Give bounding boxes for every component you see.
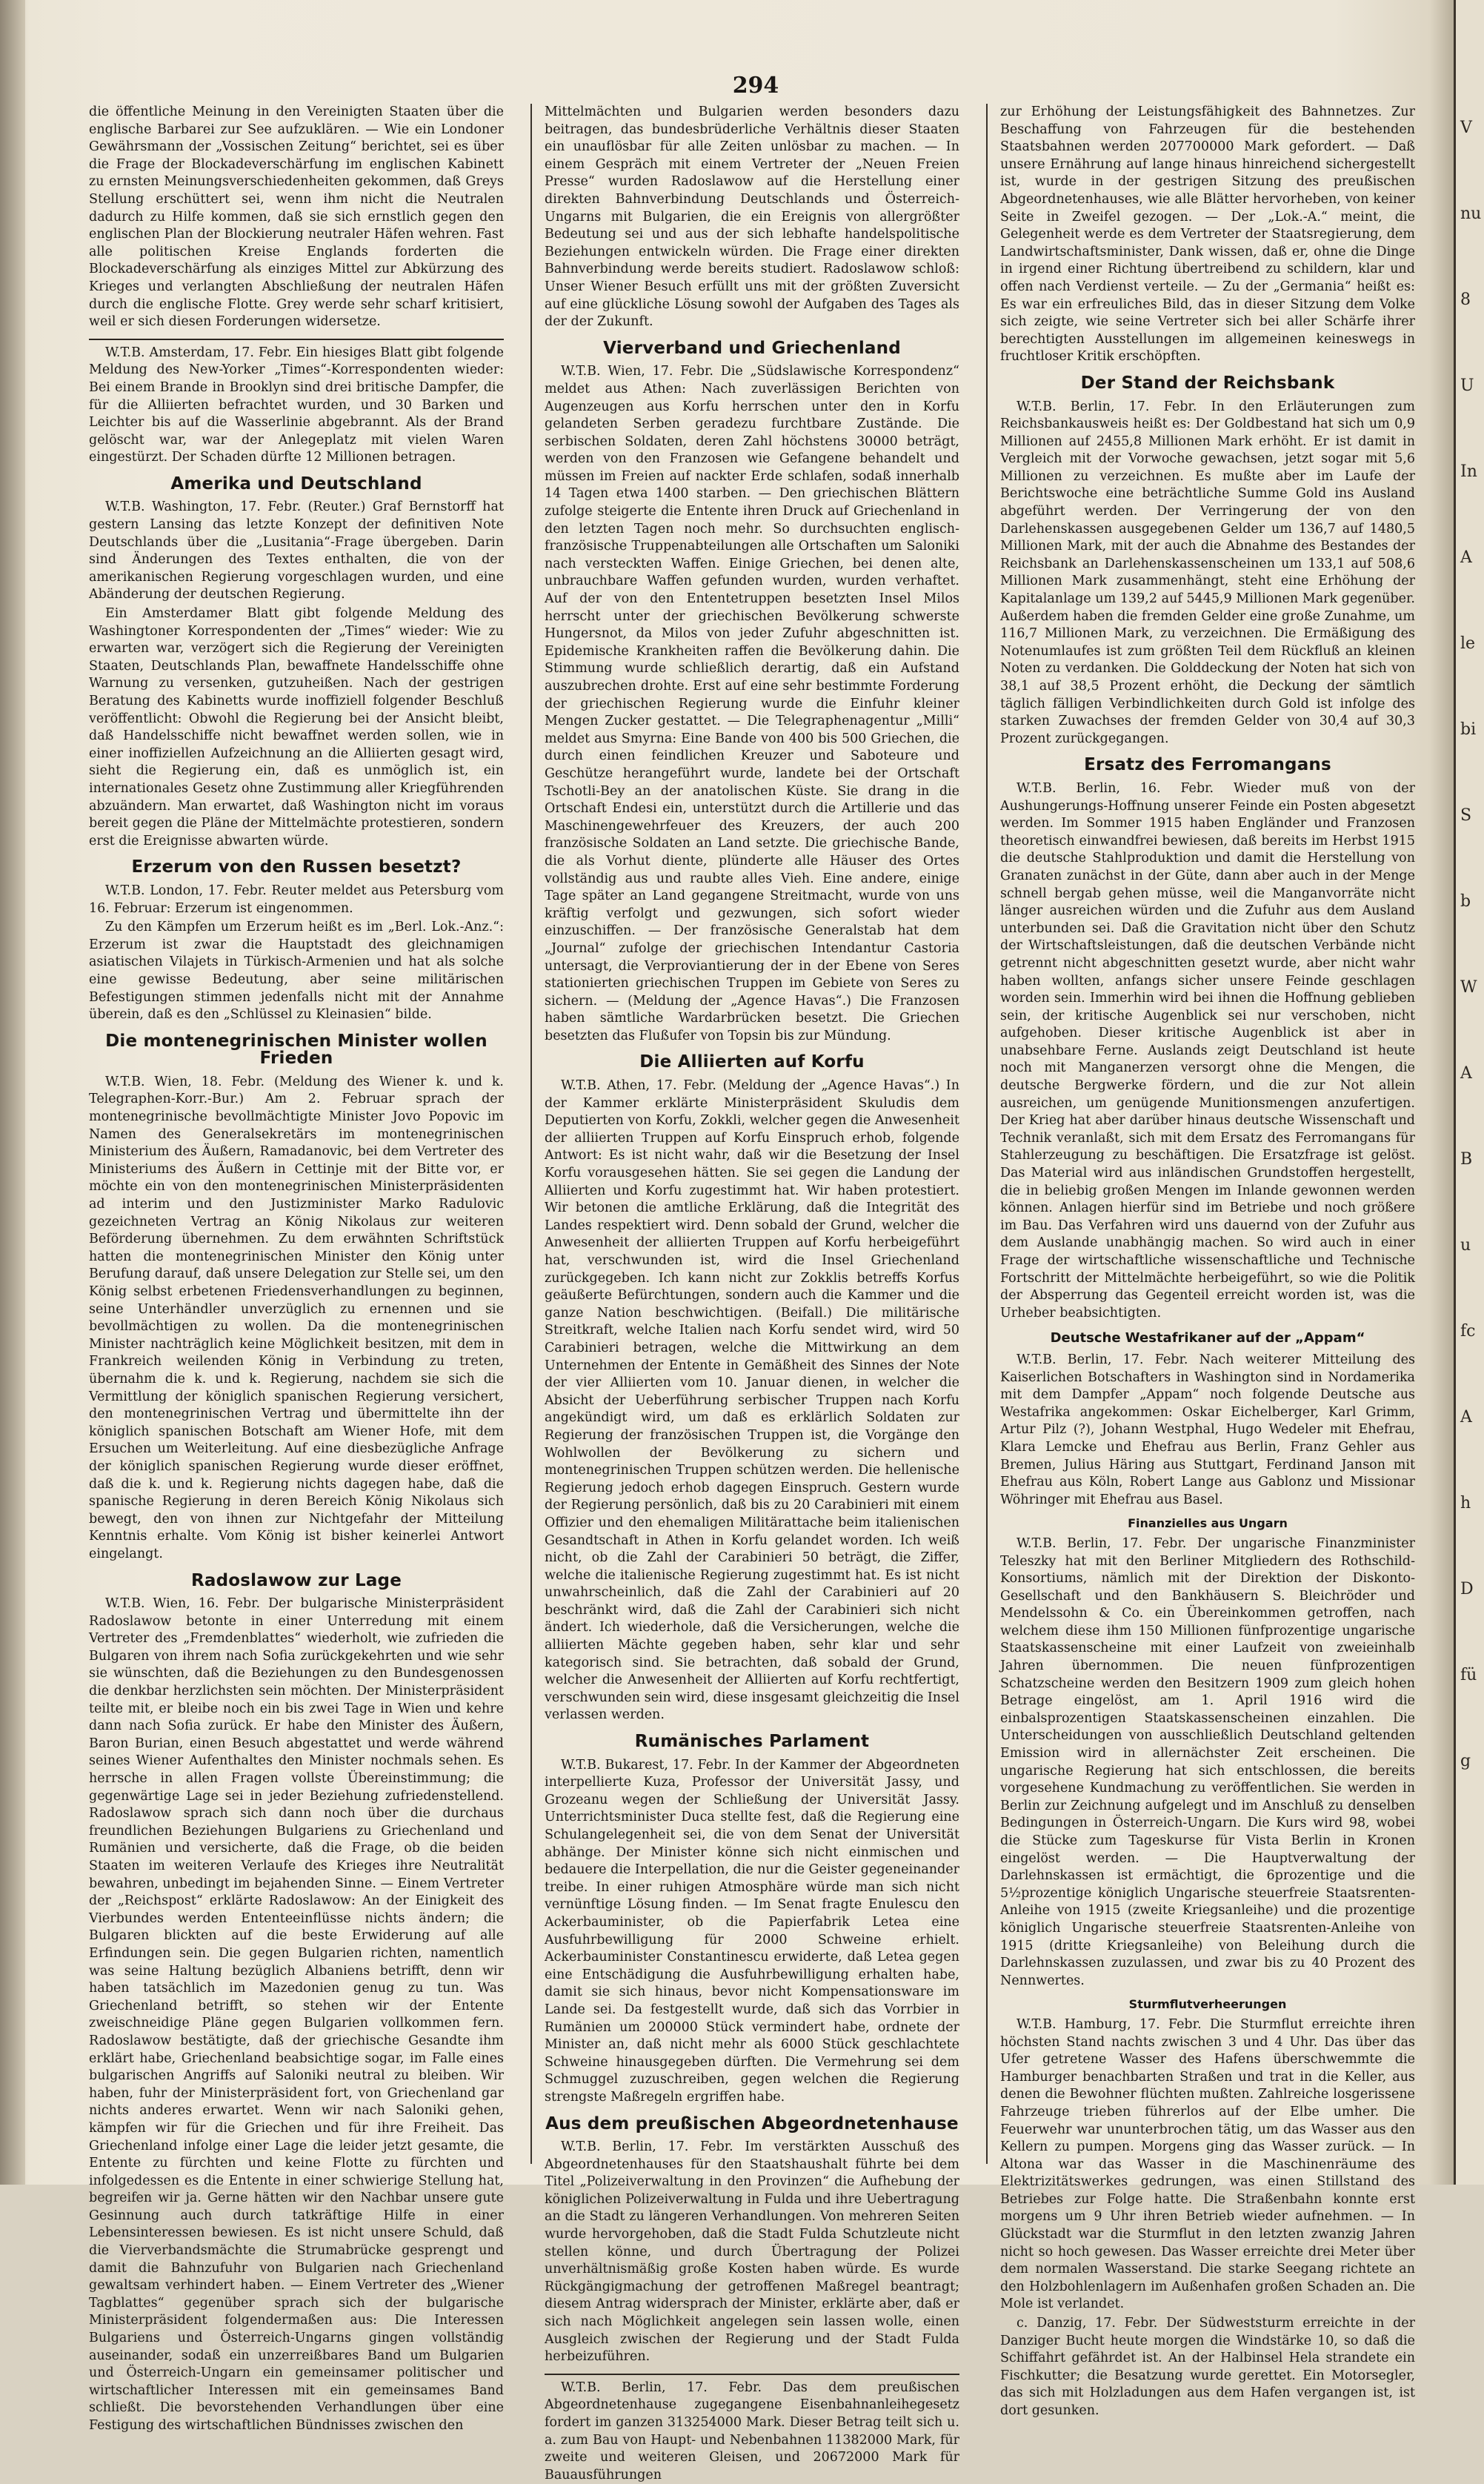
column-rule	[530, 104, 532, 2164]
page-number: 294	[732, 73, 779, 99]
article-headline: Die Alliierten auf Korfu	[639, 1052, 865, 1072]
adjacent-page-fragment: 8	[1460, 290, 1471, 309]
article-paragraph: zur Erhöhung der Leistungsfähigkeit des Bahnnetzes. Zur Beschaffung von Fahrzeugen für die bestehenden Staatsbahnen werden 207700000 Mark gefordert. — Daß unsere Ernährung auf lange hinaus hinreichend sichergestellt ist, wurde in der gestrigen Sitzung des preußischen Abgeordnetenhauses, wie alle Blätter hervorheben, von keiner Seite in Zweifel gezogen. — Der „Lok.-A.“ meint, die Gelegenheit werde es dem Vertreter der Staatsregierung, dem Landwirtschaftsminister, Dank wissen, daß er, ohne die Dinge in irgend einer Richtung übertreibend zu schildern, klar und offen nach Verdienst verteile. — Zu der „Germania“ heißt es: Es war ein erfreuliches Bild, das in dieser Sitzung dem Volke sich zeigte, wie seine Vertreter sich bei aller Schärfe ihrer berechtigten Ausstellungen im allgemeinen keineswegs in fruchtloser Kritik erschöpften.	[1000, 104, 1415, 365]
article-paragraph: W.T.B. Wien, 18. Febr. (Meldung des Wiener k. und k. Telegraphen-Korr.-Bur.) Am 2. Februar sprach der montenegrinische bevollmächtigte Minister Jovo Popovic im Namen des Generalsekretärs im montenegrinischen Ministerium des Äußern, Ramadanovic, bei dem Vertreter des Ministeriums des Äußern in Cettinje mit der Bitte vor, er möchte ein von den montenegrinischen Ministerpräsidenten ad interim und den Justizminister Marko Radulovic gezeichneten Vertrag an König Nikolaus zur weiteren Beförderung übernehmen. Zu dem erwähnten Schriftstück hatten die montenegrinischen Minister den König unter Berufung darauf, daß unsere Delegation zur Stelle sei, um den König selbst erbetenen Friedensverhandlungen zu beginnen, seine Unterhändler unverzüglich zu ernennen und sie bevollmächtigen zu wollen. Da die montenegrinischen Minister nachträglich keine Möglichkeit besitzen, mit dem in Frankreich weilenden König in Verbindung zu treten, übernahm die k. und k. Regierung, nachdem sie sich die Vermittlung der königlich spanischen Regierung versichert, den montenegrinischen Vertrag und übermittelte ihn der königlich spanischen Botschaft am Wiener Hofe, mit dem Ersuchen um Weiterleitung. Auf eine diesbezügliche Anfrage der königlich spanischen Regierung wurde dieser eröffnet, daß die k. und k. Regierung nichts dagegen habe, daß die spanische Regierung in deren Bereich König Nikolaus sich bewegt, den von ihnen zur Nichtgefahr der Mitteilung Kenntnis erhalte. Vom König ist bisher keinerlei Antwort eingelangt.	[89, 1074, 504, 1561]
article-headline: Deutsche Westafrikaner auf der „Appam“	[1050, 1330, 1365, 1346]
adjacent-page-fragment: bi	[1460, 720, 1477, 739]
page-binding-shadow	[0, 0, 25, 2185]
article-paragraph: W.T.B. Berlin, 17. Febr. In den Erläuterungen zum Reichsbankausweis heißt es: Der Goldbestand hat sich um 0,9 Millionen auf 2455,8 Millionen Mark erhöht. Er ist damit in Vergleich mit der Vorwoche gewachsen, jetzt sogar mit 5,6 Millionen zu verzeichnen. Es mußte aber im Laufe der Berichtswoche eine beträchtliche Summe Gold ins Ausland abgeführt werden. Der Verringerung der von den Darlehenskassen ausgegebenen Gelder um 136,7 auf 1480,5 Millionen Mark, mit der auch die Abnahme des Bestandes der Reichsbank an Darlehenskassenscheinen um 133,1 auf 508,6 Millionen Mark zusammenhängt, steht eine Erhöhung der Kapitalanlage um 139,2 auf 5445,9 Millionen Mark gegenüber. Außerdem haben die fremden Gelder eine große Zunahme, um 116,7 Millionen Mark, zu verzeichnen. Die Ermäßigung des Notenumlaufes ist zum größten Teil dem Rückfluß an kleinen Noten zu verdanken. Die Golddeckung der Noten hat sich von 38,1 auf 38,5 Prozent erhöht, die Deckung der sämtlich täglich fälligen Verbindlichkeiten durch Gold ist infolge des starken Zuwachses der fremden Gelder von 30,4 auf 30,3 Prozent zurückgegangen.	[1000, 399, 1415, 746]
article-paragraph: W.T.B. Washington, 17. Febr. (Reuter.) Graf Bernstorff hat gestern Lansing das letzte Konzept der definitiven Note Deutschlands über die „Lusitania“-Frage übergeben. Darin sind Änderungen des Textes enthalten, die von der amerikanischen Regierung vorgeschlagen wurden, und eine Abänderung der deutschen Regierung.	[89, 499, 504, 602]
adjacent-page-fragment: V	[1460, 119, 1472, 137]
column-1	[89, 104, 504, 2433]
article-headline: Vierverband und Griechenland	[603, 338, 901, 358]
article-paragraph: W.T.B. Amsterdam, 17. Febr. Ein hiesiges Blatt gibt folgende Meldung des New-Yorker „Times“-Korrespondenten wieder: Bei einem Brande in Brooklyn sind drei britische Dampfer, die für die Alliierten befrachtet wurden, und 30 Barken und Leichter bis auf die Wasserlinie abgebrannt. Als der Brand gelöscht war, war der Anlegeplatz mit vielen Waren eingestürzt. Der Schaden dürfte 12 Millionen betragen.	[89, 345, 504, 465]
adjacent-page-fragment: b	[1460, 892, 1471, 911]
column-2	[545, 104, 959, 2483]
article-paragraph: die öffentliche Meinung in den Vereinigten Staaten über die englische Barbarei zur See aufzuklären. — Wie ein Londoner Gewährsmann der „Vossischen Zeitung“ berichtet, sei es über die Frage der Blockadeverschärfung im englischen Kabinett zu ernsten Meinungsverschiedenheiten gekommen, daß Greys Stellung erschüttert sei, wenn ihm nicht die Neutralen dadurch zu Hilfe kommen, daß sie sich ernstlich gegen den englischen Plan der Blockierung neutraler Häfen wehren. Fast alle politischen Kreise Englands forderten die Blockadeverschärfung als einziges Mittel zur Abkürzung des Krieges und verlangten Abschließung der neutralen Häfen durch die englische Flotte. Grey werde sehr scharf kritisiert, weil er sich diesen Forderungen widersetze.	[89, 104, 504, 330]
article-headline: Der Stand der Reichsbank	[1080, 373, 1335, 393]
column-3	[1000, 104, 1415, 2418]
article-paragraph: W.T.B. Berlin, 16. Febr. Wieder muß von der Aushungerungs-Hoffnung unserer Feinde ein Posten abgesetzt werden. Im Sommer 1915 haben Engländer und Franzosen theoretisch einwandfrei bewiesen, daß bereits im Herbst 1915 die deutsche Stahlproduktion und damit die Herstellung von Granaten zunächst in der Güte, dann aber auch in der Menge schnell bergab gehen müsse, weil die Manganvorräte nicht länger ausreichen würden und die Zufuhr aus dem Ausland unterbunden sei. Daß die Gravitation nicht über den Schutz der Wirtschaftsleistungen, daß die deutschen Verbände nicht getrennt nicht abgeschnitten gesetzt wurde, aber nicht wahr haben wollten, anfangs sicher unsere Feinde geschlagen worden sein. Immerhin wird bei ihnen die Hoffnung geblieben sein, der kritische Augenblick sei nur verschoben, nicht aufgehoben. Dieser kritische Augenblick ist aber in unabsehbare Ferne. Auslands zeigt Deutschland ist heute noch mit Manganerzen versorgt ohne die Mengen, die deutsche Bergwerke fördern, und die zur Not allein ausreichen, um genügende Munitionsmengen anzufertigen. Der Krieg hat aber darüber hinaus deutsche Wissenschaft und Technik veranlaßt, sich mit dem Ersatz des Ferromangans für Stahlerzeugung zu beschäftigen. Die Ersatzfrage ist gelöst. Das Material wird aus inländischen Grundstoffen hergestellt, die in beliebig großen Mengen im Inlande gewonnen werden können. Anlagen hierfür sind im Betriebe und noch größere im Bau. Das Verfahren wird uns dauernd von der Zufuhr aus dem Auslande unabhängig machen. So wird auch in einer Frage der wirtschaftliche wissenschaftliche und Technische Fortschritt der Mittelmächte herbeigeführt, so wie die Politik der Absperrung das Gegenteil erreicht worden ist, was die Urheber beabsichtigten.	[1000, 780, 1415, 1321]
article-headline: Erzerum von den Russen besetzt?	[131, 857, 462, 877]
adjacent-page-fragment: B	[1460, 1150, 1473, 1169]
article-headline: Sturmflutverheerungen	[1128, 1997, 1287, 2012]
adjacent-page-fragment: h	[1460, 1494, 1471, 1512]
article-paragraph: Zu den Kämpfen um Erzerum heißt es im „Berl. Lok.-Anz.“: Erzerum ist zwar die Hauptstadt des gleichnamigen asiatischen Vilajets in Türkisch-Armenien und hat als solche eine gewisse Bedeutung, aber seine militärischen Befestigungen stimmen jedenfalls nicht mit der Annahme überein, daß es den „Schlüssel zu Kleinasien“ bilde.	[89, 920, 504, 1023]
article-paragraph: W.T.B. Bukarest, 17. Febr. In der Kammer der Abgeordneten interpellierte Kuza, Professor der Universität Jassy, und Grozeanu wegen der Schließung der Universität Jassy. Unterrichtsminister Duca stellte fest, daß die Regierung eine Schulangelegenheit sei, die von dem Senat der Universität abhänge. Der Minister könne sich nicht einmischen und bedauere die Interpellation, die nur die Geister gegeneinander treibe. In einer ruhigen Atmosphäre würde man sich nicht vernünftige Lösung finden. — Im Senat fragte Enulescu den Ackerbauminister, ob die Papierfabrik Letea eine Ausfuhrbewilligung für 2000 Schweine erhielt. Ackerbauminister Constantinescu erwiderte, daß Letea gegen eine Entschädigung die Ausfuhrbewilligung erhalten habe, damit sie sich hinaus, bevor nicht Kompensationsware im Lande sei. Da festgestellt wurde, daß sich das Vorrbier in Rumänien um 200000 Stück vermindert habe, ordnete der Minister an, daß nicht mehr als 6000 Stück geschlachtete Schweine hinausgegeben dürften. Die Vermehrung sei dem Schmuggel zuzuschreiben, gegen welchen die Regierung strengste Maßregeln ergriffen habe.	[545, 1757, 959, 2105]
article-paragraph: c. Danzig, 17. Febr. Der Südweststurm erreichte in der Danziger Bucht heute morgen die Windstärke 10, so daß die Schiffahrt gefährdet ist. An der Halbinsel Hela strandete ein Fischkutter; die Besatzung wurde gerettet. Ein Motorsegler, das sich mit Holzladungen aus dem Hafen vergangen ist, ist dort gesunken.	[1000, 2316, 1415, 2418]
article-paragraph: W.T.B. Wien, 17. Febr. Die „Südslawische Korrespondenz“ meldet aus Athen: Nach zuverlässigen Berichten von Augenzeugen aus Korfu herrschen unter den in Korfu gelandeten Serben geradezu furchtbare Zustände. Die serbischen Soldaten, deren Zahl höchstens 30000 beträgt, werden von den Franzosen wie Gefangene behandelt und müssen im Freien auf nackter Erde schlafen, sodaß innerhalb 14 Tagen etwa 1400 starben. — Den griechischen Blättern zufolge steigerte die Entente ihren Druck auf Griechenland in den letzten Tagen noch mehr. So durchsuchten englisch-französische Truppenabteilungen alle Ortschaften um Saloniki nach versteckten Waffen. Einige Griechen, bei denen alte, unbrauchbare Waffen gefunden wurden, wurden verhaftet. Auf der von den Ententetruppen besetzten Insel Milos herrscht unter der griechischen Bevölkerung schwerste Hungersnot, da Milos von jeder Zufuhr abgeschnitten ist. Epidemische Krankheiten raffen die Bevölkerung dahin. Die Stimmung wurde schließlich derartig, daß ein Aufstand auszubrechen drohte. Erst auf eine sehr bestimmte Forderung der griechischen Regierung wurde die Einfuhr kleiner Mengen Zucker gestattet. — Die Telegraphenagentur „Milli“ meldet aus Smyrna: Eine Bande von 400 bis 500 Griechen, die durch einen feindlichen Kreuzer und Saboteure und Geschütze herangeführt wurde, landete bei der Ortschaft Tschotli-Bey an der anatolischen Küste. Sie drang in die Ortschaft Endesi ein, unterstützt durch die Artillerie und das Maschinengewehrfeuer des Kreuzers, der auch 200 französische Soldaten an Land setzte. Die griechische Bande, die als Vorhut diente, plünderte alle Häuser des Ortes vollständig aus und raubte alles Vieh. Eine andere, einige Tage später an Land gegangene Streitmacht, wurde von uns kräftig verfolgt und gezwungen, sich sofort wieder einzuschiffen. — Der französische Generalstab hat dem „Journal“ zufolge der griechischen Intendantur Castoria untersagt, die Verproviantierung der in der Ebene von Seres stationierten griechischen Truppen im Gebiete von Seres zu sichern. — (Meldung der „Agence Havas“.) Die Franzosen haben sämtliche Wardarbrücken besetzt. Die Griechen besetzten das Flußufer von Topsin bis zur Mündung.	[545, 364, 959, 1043]
adjacent-page-fragment: le	[1460, 634, 1476, 653]
article-paragraph: Mittelmächten und Bulgarien werden besonders dazu beitragen, das bundesbrüderliche Verhältnis dieser Staaten ein unauflösbar für alle Zeiten unlösbar zu machen. — In einem Gespräch mit einem Vertreter der „Neuen Freien Presse“ wurden Radoslawow auf die Herstellung einer direkten Bahnverbindung Deutschlands und Österreich-Ungarns mit Bulgarien, die ein Ereignis von allergrößter Bedeutung sei und aus der sich lebhafte handelspolitische Beziehungen entwickeln würden. Die Frage einer direkten Bahnverbindung werde bereits studiert. Radoslawow schloß: Unser Wiener Besuch erfüllt uns mit der größten Zuversicht auf eine glückliche Lösung sowohl der Aufgaben des Tages als der der Zukunft.	[545, 104, 959, 330]
adjacent-page-fragment: A	[1460, 1064, 1472, 1083]
adjacent-page-fragment: fü	[1460, 1666, 1477, 1684]
adjacent-page-fragment: S	[1460, 806, 1472, 825]
article-paragraph: W.T.B. Berlin, 17. Febr. Im verstärkten Ausschuß des Abgeordnetenhauses für den Staatshaushalt führte bei dem Titel „Polizeiverwaltung in den Provinzen“ die Aufhebung der königlichen Polizeiverwaltung in Fulda und ihre Uebertragung an die Stadt zu längeren Verhandlungen. Von mehreren Seiten wurde hervorgehoben, daß die Stadt Fulda Schutzleute nicht stellen könne, und durch Übertragung der Polizei unverhältnismäßig große Kosten haben würde. Es wurde Rückgängigmachung der getroffenen Maßregel beantragt; diesem Antrag widersprach der Minister, erklärte aber, daß er sich nach Möglichkeit angelegen sein lassen wolle, einen Ausgleich zwischen der Regierung und der Stadt Fulda herbeizuführen.	[545, 2139, 959, 2365]
article-headline: Ersatz des Ferromangans	[1084, 755, 1331, 775]
article-headline: Rumänisches Parlament	[634, 1732, 870, 1752]
article-headline: Amerika und Deutschland	[170, 474, 422, 494]
article-paragraph: W.T.B. Berlin, 17. Febr. Der ungarische Finanzminister Teleszky hat mit den Berliner Mitgliedern des Rothschild-Konsortiums, nämlich mit der Direktion der Diskonto-Gesellschaft und den Bankhäusern S. Bleichröder und Mendelssohn & Co. ein Übereinkommen getroffen, nach welchem diese ihm 150 Millionen fünfprozentige ungarische Staatskassenscheine mit einer Laufzeit von zweieinhalb Jahren übernommen. Die neuen fünfprozentigen Schatzscheine werden den Besitzern 1909 zum gleich hohen Betrage eingelöst, am 1. April 1916 wird die einbalsprozentigen Staatskassenscheinen einzahlen. Die Unterscheidungen von ausschließlich Deutschland geltenden Emission wird in allernächster Zeit erscheinen. Die ungarische Regierung hat sich entschlossen, die bereits vorgesehene Kundmachung zu veröffentlichen. Sie werden in Berlin zur Zeichnung aufgelegt und im Anschluß zu denselben Bedingungen in Österreich-Ungarn. Die Kurs wird 98, wobei die Stücke zum Tageskurse für Vista Berlin in Kronen eingelöst werden. — Die Hauptverwaltung der Darlehnskassen ist ermächtigt, die 6prozentige und die 5½prozentige königlich Ungarische steuerfreie Staatsrenten-Anleihe von 1915 (zweite Kriegsanleihe) und die prozentige königlich Ungarische steuerfreie Staatsrenten-Anleihe von 1915 (dritte Kriegsanleihe) von Beleihung durch die Darlehnskassen zuzulassen, und zwar bis zu 40 Prozent des Nennwertes.	[1000, 1535, 1415, 1988]
article-headline: Finanzielles aus Ungarn	[1128, 1516, 1288, 1531]
article-headline: Radoslawow zur Lage	[190, 1570, 402, 1590]
article-paragraph: W.T.B. Hamburg, 17. Febr. Die Sturmflut erreichte ihren höchsten Stand nachts zwischen 3 und 4 Uhr. Das über das Ufer getretene Wasser des Hafens überschwemmte die Hamburger benachbarten Straßen und trat in die Keller, aus denen die Bewohner flüchten mußten. Zahlreiche losgerissene Fahrzeuge trieben führerlos auf der Elbe umher. Die Feuerwehr war ununterbrochen tätig, um das Wasser aus den Kellern zu pumpen. Morgens ging das Wasser zurück. — In Altona war das Wasser in die Maschinenräume des Elektrizitätswerkes gedrungen, was einen Stillstand des Betriebes zur Folge hatte. Die Straßenbahn konnte erst morgens um 9 Uhr ihren Betrieb wieder aufnehmen. — In Glückstadt war die Sturmflut in den letzten zwanzig Jahren nicht so hoch gewesen. Das Wasser erreichte drei Meter über dem normalen Wasserstand. Die starke Seegang richtete an den Holzbohlenlagern im Außenhafen großen Schaden an. Die Mole ist verlandet.	[1000, 2016, 1415, 2312]
article-headline: Die montenegrinischen Minister wollen Frieden	[105, 1031, 488, 1069]
adjacent-page-edge	[1454, 0, 1484, 2185]
article-separator	[89, 339, 504, 340]
adjacent-page-fragment: In	[1460, 462, 1477, 481]
article-paragraph: W.T.B. Berlin, 17. Febr. Das dem preußischen Abgeordnetenhause zugegangene Eisenbahnanleihegesetz fordert im ganzen 313254000 Mark. Dieser Betrag teilt sich u. a. zum Bau von Haupt- und Nebenbahnen 11382000 Mark, für zweite und weiteren Gleisen, und 20672000 Mark für Bauausführungen	[545, 2380, 959, 2483]
article-headline: Aus dem preußischen Abgeordnetenhause	[545, 2113, 959, 2133]
adjacent-page-fragment: u	[1460, 1236, 1471, 1255]
article-separator	[545, 2374, 959, 2375]
adjacent-page-fragment: fc	[1460, 1322, 1476, 1341]
article-paragraph: W.T.B. Berlin, 17. Febr. Nach weiterer Mitteilung des Kaiserlichen Botschafters in Washington sind in Nordamerika mit dem Dampfer „Appam“ noch folgende Deutsche aus Westafrika angekommen: Oskar Eichelberger, Karl Grimm, Artur Pilz (?), Johann Westphal, Hugo Wedeler mit Ehefrau, Klara Lemcke und Ehefrau aus Berlin, Franz Gehler aus Bremen, Julius Häring aus Stuttgart, Ferdinand Janson mit Ehefrau aus Köln, Robert Lange aus Gablonz und Missionar Wöhringer mit Ehefrau aus Basel.	[1000, 1352, 1415, 1507]
adjacent-page-fragment: W	[1460, 978, 1477, 997]
adjacent-page-fragment: A	[1460, 548, 1472, 567]
adjacent-page-fragment: U	[1460, 376, 1474, 395]
adjacent-page-fragment: D	[1460, 1580, 1474, 1598]
article-paragraph: W.T.B. Athen, 17. Febr. (Meldung der „Agence Havas“.) In der Kammer erklärte Ministerpräsident Skuludis dem Deputierten von Korfu, Zokkli, welcher gegen die Anwesenheit der alliierten Truppen auf Korfu Einspruch erhob, folgende Antwort: Es ist nicht wahr, daß wir die Besetzung der Insel Korfu vorausgesehen hätten. Sie sei gegen die Landung der Alliierten und Korfu zugestimmt hat. Wir haben protestiert. Wir betonen die amtliche Erklärung, daß die Integrität des Landes respektiert wird. Denn sobald der Grund, welcher die Anwesenheit der alliierten Truppen auf Korfu herbeigeführt hat, verschwunden ist, wird die Insel Griechenland zurückgegeben. Ich kann nicht zur Zokklis betreffs Korfus geäußerte Befürchtungen, sondern auch die Kammer und die ganze Nation beschwichtigen. (Beifall.) Die militärische Streitkraft, welche Italien nach Korfu sendet wird, wird 50 Carabinieri betragen, welche die Mittwirkung an dem Unternehmen der Entente in Gemäßheit des Sinnes der Note der vier Alliierten vom 10. Januar dienen, in welcher die Absicht der Ueberführung serbischer Truppen nach Korfu angekündigt wird, um daß es erklärlich Soldaten zur Regierung der französischen Truppen ist, die Vorgänge den Wohlwollen der Bevölkerung zu sichern und montenegrinischen Truppen schützen werden. Die hellenische Regierung jedoch erhob dagegen Einspruch. Gestern wurde der Regierung persönlich, daß bis zu 20 Carabinieri mit einem Offizier und den ehemaligen Militärattache beim italienischen Gesandtschaft in Athen in Korfu gelandet worden. Ich weiß nicht, ob die Zahl der Carabinieri 50 beträgt, die Ziffer, welche die italienische Regierung zugestimmt hat. Es ist nicht unwahrscheinlich, daß die Zahl der Carabinieri auf 20 beschränkt wird, daß die Zahl der Carabinieri sich nicht ändert. Ich wiederhole, daß die Versicherungen, welche die alliierten Mächte gegeben haben, sehr klar und sehr kategorisch sind. Sie betrachten, daß sobald der Grund, welcher die Anwesenheit der Alliierten auf Korfu rechtfertigt, verschwunden sein wird, diese insgesamt gleichzeitig die Insel verlassen werden.	[545, 1078, 959, 1723]
newspaper-page	[89, 73, 1423, 2483]
article-paragraph: W.T.B. London, 17. Febr. Reuter meldet aus Petersburg vom 16. Februar: Erzerum ist eingenommen.	[89, 883, 504, 916]
article-paragraph: Ein Amsterdamer Blatt gibt folgende Meldung des Washingtoner Korrespondenten der „Times“ wieder: Wie zu erwarten war, verzögert sich die Regierung der Vereinigten Staaten, Deutschlands Plan, bewaffnete Handelsschiffe ohne Warnung zu versenken, gutzuheißen. Nach der gestrigen Beratung des Kabinetts wurde inoffiziell folgender Beschluß veröffentlicht: Obwohl die Regierung bei der Ansicht bleibt, daß Handelsschiffe nicht bewaffnet werden sollen, wie in einer inoffiziellen Aufzeichnung an die Alliierten gesagt wird, sieht die Regierung ein, daß es unmöglich ist, ein internationales Gesetz ohne Zustimmung aller Kriegführenden abzuändern. Man erwartet, daß Washington nicht im voraus bereit gegen die Pläne der Mittelmächte protestieren, sondern erst die Ereignisse abwarten würde.	[89, 606, 504, 849]
adjacent-page-fragment: nu	[1460, 205, 1482, 223]
article-paragraph: W.T.B. Wien, 16. Febr. Der bulgarische Ministerpräsident Radoslawow betonte in einer Unterredung mit einem Vertreter des „Fremdenblattes“ wiederholt, wie zufrieden die Bulgaren von ihrem nach Sofia zurückgekehrten und wie sehr sie wünschten, daß die Beziehungen zu den Bundesgenossen die denkbar herzlichsten sein möchten. Der Ministerpräsident teilte mit, er bleibe noch ein bis zwei Tage in Wien und kehre dann nach Sofia zurück. Er habe den Minister des Äußern, Baron Burian, einen Besuch abgestattet und werde während seines Wiener Aufenthaltes den Minister nochmals sehen. Es herrsche in allen Fragen vollste Übereinstimmung; die gegenwärtige Lage sei in jeder Beziehung zufriedenstellend. Radoslawow sprach sich dann noch über die durchaus freundlichen Beziehungen Bulgariens zu Griechenland und Rumänien und versicherte, daß die Frage, ob die beiden Staaten im weiteren Verlaufe des Krieges ihre Neutralität bewahren, unbedingt im bejahenden Sinne. — Einem Vertreter der „Reichspost“ erklärte Radoslawow: An der Einigkeit des Vierbundes werden Ententeeinflüsse nichts ändern; die Bulgaren blickten auf die beste Erwiderung auf alle Erfindungen sein. Die gegen Bulgarien richten, namentlich was seine Haltung bezüglich Albaniens betrifft, denn wir haben tatsächlich im Mazedonien genug zu tun. Was Griechenland betrifft, so stehen wir der Entente zweischneidige Pläne gegen Bulgarien vollkommen fern. Radoslawow bestätigte, daß der griechische Gesandte ihm erklärt habe, Griechenland beabsichtige sogar, im Falle eines bulgarischen Angriffs auf Saloniki neutral zu bleiben. Wir haben, fuhr der Ministerpräsident fort, von Griechenland gar nichts anderes erwartet. Wenn wir nach Saloniki gehen, kämpfen wir für die Griechen und für ihre Freiheit. Das Griechenland infolge einer Lage die leider jetzt gesamte, die Entente zu fürchten und keine Flotte zu fürchten und infolgedessen es die Entente in einer schwierige Stellung hat, begreifen wir ja. Gerne hätten wir den Nachbar unsere gute Gesinnung auch durch tatkräftige Hilfe in einer Lebensinteressen bewiesen. Es ist nicht unsere Schuld, daß die Vierverbandsmächte die Strumabrücke gesprengt und damit die Bahnzufuhr von Bulgarien nach Griechenland gewaltsam verhindert haben. — Einem Vertreter des „Wiener Tagblattes“ gegenüber sprach sich der bulgarische Ministerpräsident folgendermaßen aus: Die Interessen Bulgariens und Österreich-Ungarns gingen vollständig auseinander, sodaß ein unzerreißbares Band um Bulgarien und Österreich-Ungarn ein gemeinsamer politischer und wirtschaftlicher Interessen mit ein gemeinsames Band schließt. Die bevorstehenden Verhandlungen über eine Festigung des wirtschaftlichen Bündnisses zwischen den	[89, 1596, 504, 2433]
column-rule	[986, 104, 988, 2164]
adjacent-page-fragment: g	[1460, 1752, 1471, 1770]
adjacent-page-fragment: A	[1460, 1408, 1472, 1427]
